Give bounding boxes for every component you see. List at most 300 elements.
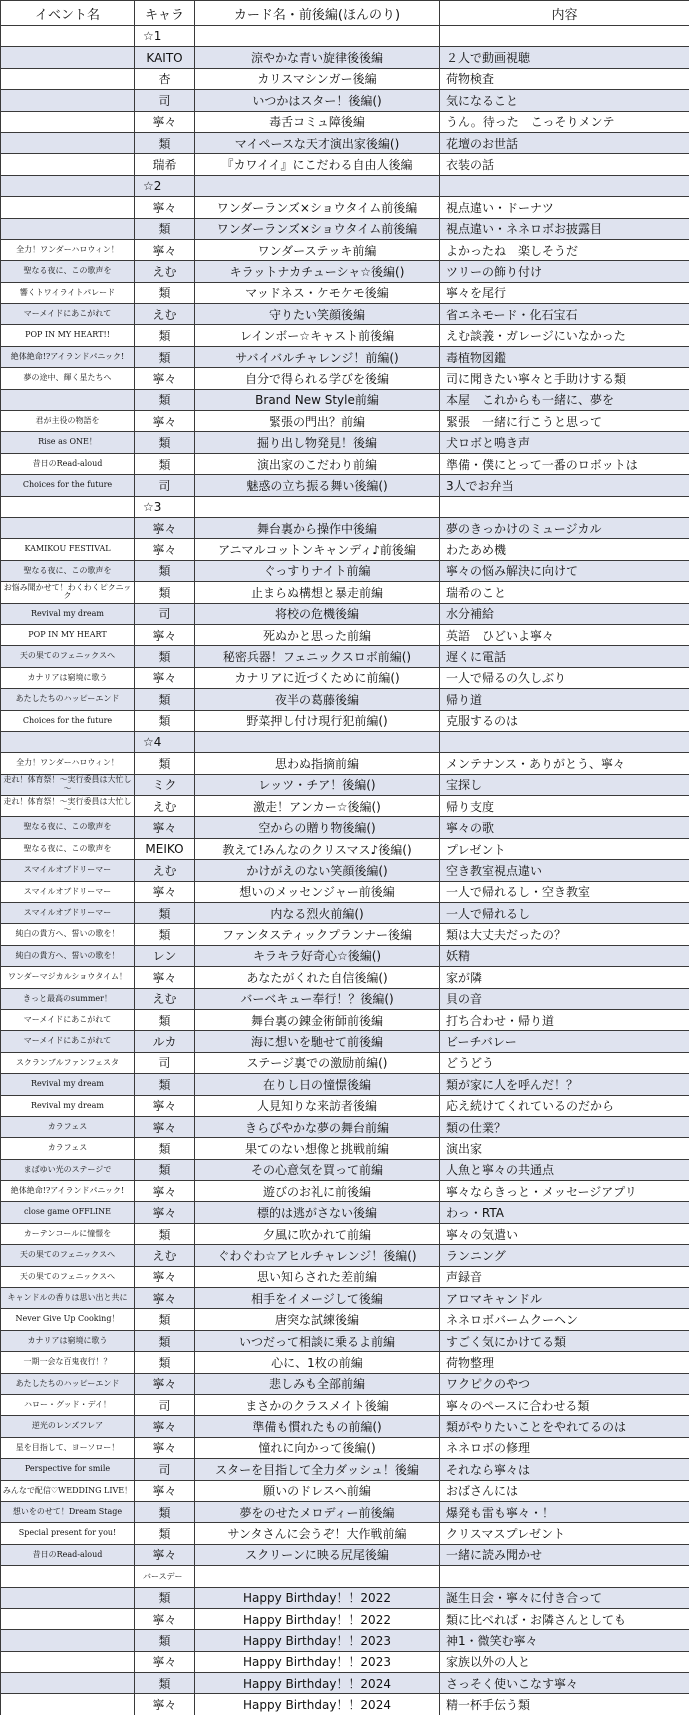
event-cell: マーメイドにあこがれて	[1, 304, 135, 325]
card-cell: 教えて!みんなのクリスマス♪後編()	[195, 838, 440, 859]
note-cell: 類の仕業？	[440, 1116, 689, 1137]
header-note: 内容	[440, 1, 689, 26]
event-cell: まばゆい光のステージで	[1, 1159, 135, 1180]
card-cell: マイペースな天才演出家後編()	[195, 132, 440, 153]
card-cell: 唐突な試練後編	[195, 1309, 440, 1330]
chara-cell: 寧々	[135, 1181, 195, 1202]
chara-cell: 類	[135, 1138, 195, 1159]
table-row	[1, 1330, 689, 1351]
table-row	[1, 1523, 689, 1544]
event-cell: Never Give Up Cooking！	[1, 1309, 135, 1330]
chara-cell: 類	[135, 1159, 195, 1180]
table-row	[1, 368, 689, 389]
note-cell: 家族以外の人と	[440, 1651, 689, 1672]
event-cell: 昔日のRead-aloud	[1, 453, 135, 474]
chara-cell: 類	[135, 132, 195, 153]
chara-cell: ☆3	[135, 496, 195, 517]
chara-cell: 司	[135, 1459, 195, 1480]
card-cell: いつだって相談に乗るよ前編	[195, 1330, 440, 1351]
card-cell: かけがえのない笑顔後編()	[195, 860, 440, 881]
event-cell	[1, 496, 135, 517]
note-cell: 英語 ひどいよ寧々	[440, 624, 689, 645]
event-cell: 響くトワイライトパレード	[1, 282, 135, 303]
chara-cell: ルカ	[135, 1031, 195, 1052]
event-cell	[1, 1673, 135, 1694]
chara-cell: 類	[135, 689, 195, 710]
chara-cell: 類	[135, 1223, 195, 1244]
event-cell	[1, 47, 135, 68]
chara-cell: 寧々	[135, 1608, 195, 1629]
chara-cell: 寧々	[135, 1373, 195, 1394]
table-row	[1, 1630, 689, 1651]
header-chara: キャラ	[135, 1, 195, 26]
table-row	[1, 1309, 689, 1330]
event-cell: Special present for you!	[1, 1523, 135, 1544]
note-cell: 類がやりたいことをやれてるのは	[440, 1416, 689, 1437]
event-cell	[1, 132, 135, 153]
note-cell: 準備・僕にとって一番のロボットは	[440, 453, 689, 474]
note-cell: 気になること	[440, 90, 689, 111]
note-cell: 類は大丈夫だったの？	[440, 924, 689, 945]
note-cell	[440, 496, 689, 517]
table-row	[1, 475, 689, 496]
note-cell: 夢のきっかけのミュージカル	[440, 517, 689, 538]
note-cell: 一人で帰れるし・空き教室	[440, 881, 689, 902]
card-cell: 果てのない想像と挑戦前編	[195, 1138, 440, 1159]
chara-cell: 寧々	[135, 368, 195, 389]
event-cell: みんなで配信♡WEDDING LIVE！	[1, 1480, 135, 1501]
table-row	[1, 881, 689, 902]
chara-cell: えむ	[135, 860, 195, 881]
chara-cell: 類	[135, 1630, 195, 1651]
card-cell: 在りし日の憧憬後編	[195, 1074, 440, 1095]
chara-cell: 寧々	[135, 1437, 195, 1458]
note-cell: ２人で動画視聴	[440, 47, 689, 68]
chara-cell: 寧々	[135, 1288, 195, 1309]
chara-cell: えむ	[135, 1245, 195, 1266]
note-cell: さっそく使いこなす寧々	[440, 1673, 689, 1694]
note-cell: それなら寧々は	[440, 1459, 689, 1480]
card-cell: まさかのクラスメイト後編	[195, 1395, 440, 1416]
event-cell: スマイルオブドリーマー	[1, 903, 135, 924]
event-cell: Revival my dream	[1, 1074, 135, 1095]
note-cell: 応え続けてくれているのだから	[440, 1095, 689, 1116]
card-cell: 掘り出し物発見！後編	[195, 432, 440, 453]
table-row	[1, 1651, 689, 1672]
table-row	[1, 218, 689, 239]
table-row	[1, 1159, 689, 1180]
event-cell: 想いをのせて！Dream Stage	[1, 1501, 135, 1522]
note-cell	[440, 1566, 689, 1587]
note-cell: 衣装の話	[440, 154, 689, 175]
card-cell	[195, 496, 440, 517]
card-cell: キラキラ好奇心☆後編()	[195, 945, 440, 966]
event-cell: きっと最高のsummer！	[1, 988, 135, 1009]
note-cell: アロマキャンドル	[440, 1288, 689, 1309]
chara-cell: ミク	[135, 774, 195, 795]
note-cell: おばさんには	[440, 1480, 689, 1501]
card-cell: 夕風に吹かれて前編	[195, 1223, 440, 1244]
chara-cell: ☆1	[135, 26, 195, 47]
event-cell	[1, 1587, 135, 1608]
chara-cell: 類	[135, 325, 195, 346]
note-cell: 3人でお弁当	[440, 475, 689, 496]
note-cell: 荷物検査	[440, 68, 689, 89]
note-cell: 宝探し	[440, 774, 689, 795]
note-cell: 寧々の歌	[440, 817, 689, 838]
card-cell: 空からの贈り物後編()	[195, 817, 440, 838]
chara-cell: レン	[135, 945, 195, 966]
event-cell: ワンダーマジカルショウタイム！	[1, 967, 135, 988]
card-cell: ぐっすりナイト前編	[195, 560, 440, 581]
event-cell: 天の果てのフェニックスへ	[1, 1266, 135, 1287]
card-cell: ワンダーランズ×ショウタイム前後編	[195, 218, 440, 239]
table-row	[1, 1480, 689, 1501]
table-row	[1, 1416, 689, 1437]
event-cell: 聖なる夜に、この歌声を	[1, 838, 135, 859]
note-cell: 演出家	[440, 1138, 689, 1159]
chara-cell: 類	[135, 1523, 195, 1544]
event-cell	[1, 389, 135, 410]
event-cell	[1, 175, 135, 196]
card-cell: レッツ・チア！後編()	[195, 774, 440, 795]
table-row	[1, 111, 689, 132]
note-cell: ネネロボバームクーヘン	[440, 1309, 689, 1330]
card-cell: 自分で得られる学びを後編	[195, 368, 440, 389]
note-cell: ツリーの飾り付け	[440, 261, 689, 282]
card-cell: スターを目指して全力ダッシュ！後編	[195, 1459, 440, 1480]
card-cell: 人見知りな来訪者後編	[195, 1095, 440, 1116]
chara-cell: 司	[135, 475, 195, 496]
note-cell	[440, 175, 689, 196]
event-cell: カナリアは窮境に歌う	[1, 667, 135, 688]
table-row	[1, 453, 689, 474]
note-cell: 寧々のペースに合わせる類	[440, 1395, 689, 1416]
table-row	[1, 817, 689, 838]
card-cell	[195, 731, 440, 752]
card-cell: 魅惑の立ち振る舞い後編()	[195, 475, 440, 496]
event-cell	[1, 1651, 135, 1672]
note-cell: プレゼント	[440, 838, 689, 859]
table-row	[1, 924, 689, 945]
table-row	[1, 304, 689, 325]
table-row	[1, 1694, 689, 1715]
card-cell: スクリーンに映る尻尾後編	[195, 1544, 440, 1565]
note-cell: よかったね 楽しそうだ	[440, 239, 689, 260]
chara-cell: 類	[135, 1501, 195, 1522]
card-cell: アニマルコットンキャンディ♪前後編	[195, 539, 440, 560]
note-cell: 類が家に人を呼んだ！？	[440, 1074, 689, 1095]
chara-cell: 類	[135, 1587, 195, 1608]
note-cell: わっ・RTA	[440, 1202, 689, 1223]
table-row	[1, 1031, 689, 1052]
card-cell: 内なる烈火前編()	[195, 903, 440, 924]
chara-cell: KAITO	[135, 47, 195, 68]
card-cell: Happy Birthday！！2023	[195, 1630, 440, 1651]
event-cell	[1, 90, 135, 111]
note-cell: 視点違い・ネネロボお披露目	[440, 218, 689, 239]
event-cell: 一期一会な百鬼夜行！？	[1, 1352, 135, 1373]
card-cell: カナリアに近づくために前編()	[195, 667, 440, 688]
note-cell: 妖精	[440, 945, 689, 966]
note-cell: えむ談義・ガレージにいなかった	[440, 325, 689, 346]
note-cell: 類に比べれば・お隣さんとしても	[440, 1608, 689, 1629]
card-cell: マッドネス・ケモケモ後編	[195, 282, 440, 303]
note-cell: うん。待った こっそりメンテ	[440, 111, 689, 132]
event-cell: 昔日のRead-aloud	[1, 1544, 135, 1565]
chara-cell: えむ	[135, 988, 195, 1009]
table-row	[1, 1501, 689, 1522]
card-cell: バーベキュー奉行！？後編()	[195, 988, 440, 1009]
event-cell: マーメイドにあこがれて	[1, 1031, 135, 1052]
card-cell: きらびやかな夢の舞台前編	[195, 1116, 440, 1137]
chara-cell: 寧々	[135, 411, 195, 432]
chara-cell: 寧々	[135, 197, 195, 218]
card-cell: 『カワイイ』にこだわる自由人後編	[195, 154, 440, 175]
event-cell: 天の果てのフェニックスへ	[1, 646, 135, 667]
event-cell: マーメイドにあこがれて	[1, 1009, 135, 1030]
card-cell: サンタさんに会うぞ！大作戦前編	[195, 1523, 440, 1544]
event-cell	[1, 517, 135, 538]
chara-cell: 類	[135, 1309, 195, 1330]
event-cell: 走れ！体育祭！～実行委員は大忙し～	[1, 796, 135, 817]
table-row	[1, 1266, 689, 1287]
chara-cell: 寧々	[135, 111, 195, 132]
chara-cell: 類	[135, 1352, 195, 1373]
table-row	[1, 1373, 689, 1394]
event-cell: スクランブルファンフェスタ	[1, 1052, 135, 1073]
event-cell: 純白の貴方へ、誓いの歌を！	[1, 945, 135, 966]
note-cell: すごく気にかけてる類	[440, 1330, 689, 1351]
event-cell: 聖なる夜に、この歌声を	[1, 560, 135, 581]
note-cell: クリスマスプレゼント	[440, 1523, 689, 1544]
event-cell: Perspective for smile	[1, 1459, 135, 1480]
note-cell: 寧々の悩み解決に向けて	[440, 560, 689, 581]
chara-cell: 寧々	[135, 1202, 195, 1223]
card-cell: 守りたい笑顔後編	[195, 304, 440, 325]
chara-cell: 類	[135, 753, 195, 774]
chara-cell: 類	[135, 432, 195, 453]
event-cell: 聖なる夜に、この歌声を	[1, 261, 135, 282]
table-row	[1, 1459, 689, 1480]
chara-cell: えむ	[135, 261, 195, 282]
event-cell: close game OFFLINE	[1, 1202, 135, 1223]
table-row	[1, 582, 689, 603]
table-row	[1, 539, 689, 560]
table-row	[1, 860, 689, 881]
card-cell: 演出家のこだわり前編	[195, 453, 440, 474]
event-cell: 聖なる夜に、この歌声を	[1, 817, 135, 838]
chara-cell: 寧々	[135, 239, 195, 260]
chara-cell: 司	[135, 603, 195, 624]
note-cell: 視点違い・ドーナツ	[440, 197, 689, 218]
event-cell: 全力！ワンダーハロウィン！	[1, 239, 135, 260]
event-cell	[1, 68, 135, 89]
event-cell: Revival my dream	[1, 603, 135, 624]
chara-cell: 寧々	[135, 624, 195, 645]
event-cell: POP IN MY HEART!!	[1, 325, 135, 346]
table-row	[1, 1544, 689, 1565]
table-row	[1, 154, 689, 175]
card-cell: 秘密兵器！フェニックスロボ前編()	[195, 646, 440, 667]
note-cell: 寧々を尾行	[440, 282, 689, 303]
event-cell	[1, 218, 135, 239]
card-cell: ファンタスティックプランナー後編	[195, 924, 440, 945]
table-row	[1, 1095, 689, 1116]
table-row	[1, 389, 689, 410]
table-row	[1, 1608, 689, 1629]
event-cell: 純白の貴方へ、誓いの歌を！	[1, 924, 135, 945]
chara-cell: 類	[135, 560, 195, 581]
chara-cell: 類	[135, 389, 195, 410]
event-cell	[1, 197, 135, 218]
event-cell: 逆光のレンズフレア	[1, 1416, 135, 1437]
table-row	[1, 796, 689, 817]
table-row	[1, 988, 689, 1009]
chara-cell: 類	[135, 282, 195, 303]
chara-cell: 寧々	[135, 1095, 195, 1116]
event-cell: カラフェス	[1, 1116, 135, 1137]
chara-cell: バースデー	[135, 1566, 195, 1587]
chara-cell: 寧々	[135, 1694, 195, 1715]
chara-cell: 類	[135, 218, 195, 239]
card-cell: 死ぬかと思った前編	[195, 624, 440, 645]
event-cell: 君が主役の物語を	[1, 411, 135, 432]
chara-cell: 寧々	[135, 1651, 195, 1672]
event-cell: Choices for the future	[1, 710, 135, 731]
event-cell: 夢の途中、輝く星たちへ	[1, 368, 135, 389]
card-cell: Happy Birthday！！2024	[195, 1673, 440, 1694]
table-row	[1, 1116, 689, 1137]
table-row	[1, 774, 689, 795]
table-row	[1, 903, 689, 924]
table-row	[1, 346, 689, 367]
card-cell: Happy Birthday！！2022	[195, 1587, 440, 1608]
chara-cell: えむ	[135, 796, 195, 817]
card-cell: 将校の危機後編	[195, 603, 440, 624]
note-cell: 一人で帰るの久しぶり	[440, 667, 689, 688]
card-cell: キラットナカチューシャ☆後編()	[195, 261, 440, 282]
table-row	[1, 1437, 689, 1458]
note-cell: 帰り道	[440, 689, 689, 710]
note-cell: 神1・微笑む寧々	[440, 1630, 689, 1651]
table-row	[1, 1138, 689, 1159]
note-cell: 省エネモード・化石宝石	[440, 304, 689, 325]
note-cell: 爆発も雷も寧々・！	[440, 1501, 689, 1522]
table-row	[1, 838, 689, 859]
table-row	[1, 432, 689, 453]
note-cell: 精一杯手伝う類	[440, 1694, 689, 1715]
note-cell: 花壇のお世話	[440, 132, 689, 153]
note-cell: 克服するのは	[440, 710, 689, 731]
note-cell: ビーチバレー	[440, 1031, 689, 1052]
chara-cell: 類	[135, 1673, 195, 1694]
event-cell	[1, 731, 135, 752]
chara-cell: 寧々	[135, 817, 195, 838]
event-cell	[1, 1694, 135, 1715]
note-cell: わたあめ機	[440, 539, 689, 560]
event-cell: 全力！ワンダーハロウィン！	[1, 753, 135, 774]
note-cell: 緊張 一緒に行こうと思って	[440, 411, 689, 432]
table-row	[1, 197, 689, 218]
chara-cell: 類	[135, 646, 195, 667]
chara-cell: 瑞希	[135, 154, 195, 175]
chara-cell: えむ	[135, 304, 195, 325]
card-cell: 憧れに向かって後編()	[195, 1437, 440, 1458]
note-cell: 一緒に読み聞かせ	[440, 1544, 689, 1565]
chara-cell: 寧々	[135, 1544, 195, 1565]
note-cell: 貝の音	[440, 988, 689, 1009]
table-row	[1, 517, 689, 538]
card-cell: 毒舌コミュ障後編	[195, 111, 440, 132]
card-cell: ワンダーランズ×ショウタイム前後編	[195, 197, 440, 218]
table-row	[1, 689, 689, 710]
chara-cell: 寧々	[135, 517, 195, 538]
card-cell: 標的は逃がさない後編	[195, 1202, 440, 1223]
note-cell: どうどう	[440, 1052, 689, 1073]
note-cell: ワクピクのやつ	[440, 1373, 689, 1394]
table-row	[1, 646, 689, 667]
card-cell: いつかはスター！後編()	[195, 90, 440, 111]
card-cell: 想いのメッセンジャー前後編	[195, 881, 440, 902]
event-cell: カナリアは窮境に歌う	[1, 1330, 135, 1351]
card-cell: 海に想いを馳せて前後編	[195, 1031, 440, 1052]
table-row	[1, 325, 689, 346]
card-cell	[195, 26, 440, 47]
table-row	[1, 47, 689, 68]
note-cell	[440, 26, 689, 47]
event-cell: カーテンコールに憧憬を	[1, 1223, 135, 1244]
section-row	[1, 26, 689, 47]
chara-cell: 類	[135, 924, 195, 945]
chara-cell: 類	[135, 582, 195, 603]
event-cell: Revival my dream	[1, 1095, 135, 1116]
table-row	[1, 667, 689, 688]
card-cell: 遊びのお礼に前後編	[195, 1181, 440, 1202]
note-cell: 寧々の気遣い	[440, 1223, 689, 1244]
event-cell: ハロー・グッド・デイ！	[1, 1395, 135, 1416]
event-cell: POP IN MY HEART	[1, 624, 135, 645]
table-row	[1, 1587, 689, 1608]
card-cell: その心意気を買って前編	[195, 1159, 440, 1180]
table-row	[1, 1223, 689, 1244]
event-cell: キャンドルの香りは思い出と共に	[1, 1288, 135, 1309]
note-cell: 瑞希のこと	[440, 582, 689, 603]
note-cell: 一人で帰れるし	[440, 903, 689, 924]
chara-cell: 寧々	[135, 967, 195, 988]
note-cell: 本屋 これからも一緒に、夢を	[440, 389, 689, 410]
section-row	[1, 175, 689, 196]
table-row	[1, 1395, 689, 1416]
card-cell: 悲しみも全部前編	[195, 1373, 440, 1394]
header-card: カード名・前後編(ほんのり)	[195, 1, 440, 26]
event-cell: 天の果てのフェニックスへ	[1, 1245, 135, 1266]
table-row	[1, 1245, 689, 1266]
card-cell: 緊張の門出？前編	[195, 411, 440, 432]
event-cell: 絶体絶命!?アイランドパニック!	[1, 1181, 135, 1202]
card-cell: Happy Birthday！！2024	[195, 1694, 440, 1715]
card-cell: 相手をイメージして後編	[195, 1288, 440, 1309]
card-cell: 涼やかな青い旋律後後編	[195, 47, 440, 68]
card-cell: 夜半の葛藤後編	[195, 689, 440, 710]
note-cell: 荷物整理	[440, 1352, 689, 1373]
note-cell	[440, 731, 689, 752]
event-cell: スマイルオブドリーマー	[1, 860, 135, 881]
chara-cell: 司	[135, 90, 195, 111]
chara-cell: 寧々	[135, 1416, 195, 1437]
chara-cell: 寧々	[135, 539, 195, 560]
event-cell: あたしたちのハッピーエンド	[1, 1373, 135, 1394]
